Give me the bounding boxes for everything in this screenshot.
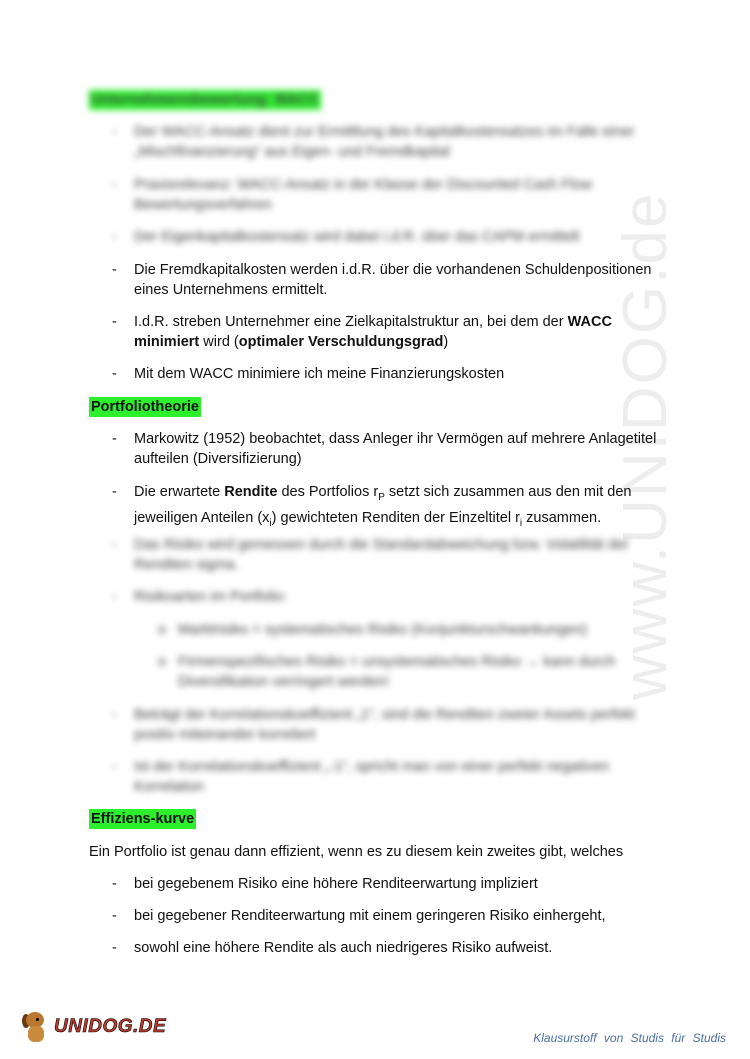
list-item-text [134, 312, 672, 352]
bullet-dash: - [112, 876, 117, 892]
list-item-text: Markowitz (1952) beobachtet, dass Anleger ihr Vermögen auf mehrere Anlagetitel aufteilen (Diversifizierung) [134, 431, 657, 467]
list-item-text: Der WACC-Ansatz dient zur Ermittlung des Kapitalkostensatzes im Falle einer „Mischfinanzierung“ aus Eigen- und Fremdkapital [134, 124, 635, 160]
list-item [112, 938, 672, 958]
list-item-text: bei gegebenem Risiko eine höhere Renditeerwartung impliziert [134, 876, 538, 892]
list-item [112, 757, 672, 797]
section-title-wacc: Unternehmensbewertung: WACC [91, 92, 319, 108]
list-item [112, 122, 672, 162]
text-run: setzt sich zusammen aus den mit den jeweiligen Anteilen (x [134, 484, 632, 526]
bullet-dash: - [112, 908, 117, 924]
sub-bullet: o [158, 622, 167, 638]
bold-run: Rendite [224, 484, 278, 500]
section-title-efficiency: Effiziens-kurve [91, 811, 195, 827]
sub-list-item-text: Marktrisiko = systematisches Risiko (Konjunkturschwankungen) [178, 622, 587, 638]
bullet-dash: - [112, 262, 117, 278]
bullet-dash: - [112, 314, 117, 330]
list-item-text [134, 482, 672, 534]
subscript: i [519, 517, 523, 529]
bold-run: WACC minimiert [134, 314, 612, 350]
text-run: wird ( [199, 334, 239, 350]
footer-tagline: Klausurstoff von Studis für Studis [533, 1031, 726, 1045]
list-item [112, 906, 672, 926]
text-run: zusammen. [522, 509, 602, 526]
sub-list-item [158, 620, 658, 640]
list-item [112, 705, 672, 745]
section-title-portfolio: Portfoliotheorie [91, 399, 199, 415]
list-item [112, 535, 672, 575]
list-item [112, 429, 672, 469]
list-item [112, 312, 672, 352]
bullet-dash: - [112, 589, 117, 605]
bullet-dash: - [112, 759, 117, 775]
text-run: ) [443, 334, 449, 350]
bullet-dash: - [112, 537, 117, 553]
list-item [112, 175, 672, 215]
list-item-text: bei gegebener Renditeerwartung mit einem geringeren Risiko einhergeht, [134, 908, 606, 924]
text-run: ) gewichteten Renditen der Einzeltitel r [271, 509, 520, 526]
list-item [112, 227, 672, 247]
subscript: P [378, 491, 385, 503]
list-item-text: Beträgt der Korrelationskoeffizient „1“, sind die Renditen zweier Assets perfekt positiv miteinander korreliert [134, 707, 636, 743]
text-run: I.d.R. streben Unternehmer eine Zielkapitalstruktur an, bei dem der [134, 314, 568, 330]
list-item-text: Ist der Korrelationskoeffizient „-1“, spricht man von einer perfekt negativen Korrelation [134, 759, 610, 795]
sub-list-item [158, 652, 658, 692]
list-item-text: Mit dem WACC minimiere ich meine Finanzierungskosten [134, 366, 505, 382]
list-item [112, 364, 672, 384]
dog-mascot-icon [22, 1010, 50, 1044]
text-run: des Portfolios r [277, 484, 379, 500]
bullet-dash: - [112, 707, 117, 723]
bullet-dash: - [112, 484, 117, 500]
watermark: www.UNIDOG.de [611, 191, 680, 700]
bullet-dash: - [112, 229, 117, 245]
bullet-dash: - [112, 366, 117, 382]
bullet-dash: - [112, 940, 117, 956]
bullet-dash: - [112, 177, 117, 193]
subscript: i [269, 517, 272, 529]
list-item-text: Die Fremdkapitalkosten werden i.d.R. über die vorhandenen Schuldenpositionen eines Unternehmens ermittelt. [134, 262, 652, 298]
list-item-text: Praxisrelevanz: WACC-Ansatz in der Klasse der Discounted Cash Flow Bewertungsverfahren [134, 177, 592, 213]
bullet-dash: - [112, 431, 117, 447]
list-item [112, 874, 672, 894]
list-item [112, 587, 672, 607]
list-item-text: Das Risiko wird gemessen durch die Standardabweichung bzw. Volatilität der Renditen sigma. [134, 537, 629, 573]
list-item-text: Risikoarten im Portfolio: [134, 589, 288, 605]
list-item-text: sowohl eine höhere Rendite als auch niedrigeres Risiko aufweist. [134, 940, 553, 956]
sub-list-item-text: Firmenspezifisches Risiko = unsystematisches Risiko → kann durch Diversifikation verringert werden! [178, 654, 616, 690]
bold-run: optimaler Verschuldungsgrad [238, 334, 444, 350]
paragraph: Ein Portfolio ist genau dann effizient, wenn es zu diesem kein zweites gibt, welches [89, 844, 624, 860]
bullet-dash: - [112, 124, 117, 140]
unidog-logo [22, 1010, 166, 1044]
logo-text: UNIDOG.DE [54, 1016, 167, 1037]
text-run: Die erwartete [134, 484, 225, 500]
list-item-text: Der Eigenkapitalkostensatz wird dabei i.d.R. über das CAPM ermittelt [134, 229, 580, 245]
list-item [112, 260, 672, 300]
list-item [112, 482, 672, 534]
sub-bullet: o [158, 654, 167, 670]
